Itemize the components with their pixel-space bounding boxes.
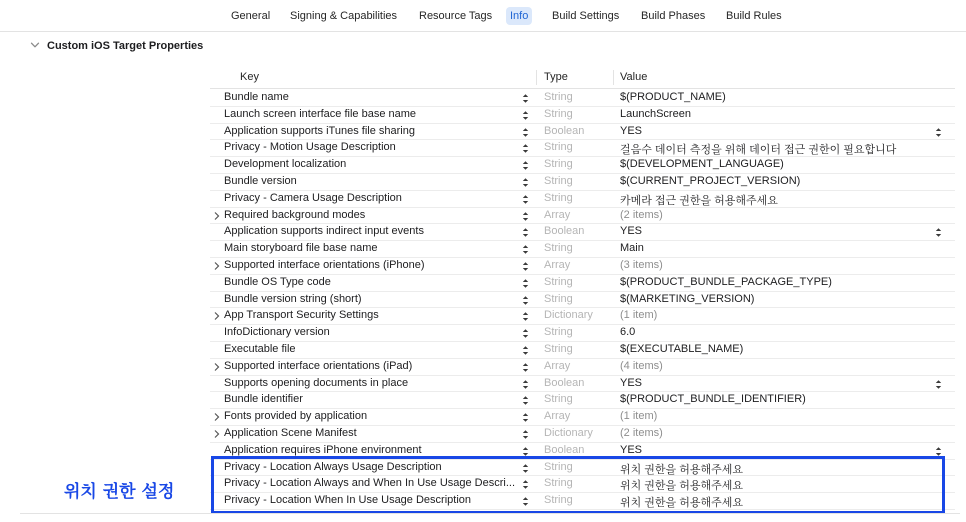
row-type: String — [544, 158, 573, 171]
row-type: Boolean — [544, 225, 585, 238]
tab-signing-capabilities[interactable]: Signing & Capabilities — [290, 10, 398, 22]
row-key[interactable]: Application requires iPhone environment — [224, 443, 422, 456]
chevron-down-icon[interactable] — [30, 40, 40, 50]
row-key[interactable]: Main storyboard file base name — [224, 242, 378, 255]
row-key[interactable]: App Transport Security Settings — [224, 309, 379, 322]
table-row[interactable] — [210, 426, 955, 443]
key-stepper-icon[interactable] — [522, 311, 529, 322]
key-stepper-icon[interactable] — [522, 93, 529, 104]
table-row[interactable] — [210, 493, 955, 510]
row-type: Array — [544, 410, 571, 423]
row-key[interactable]: Fonts provided by application — [224, 410, 368, 423]
row-key[interactable]: Privacy - Location When In Use Usage Description — [224, 494, 471, 507]
row-type: String — [544, 292, 573, 305]
row-value[interactable]: 위치 권한을 허용해주세요 — [620, 480, 743, 493]
table-row[interactable] — [210, 275, 955, 292]
key-stepper-icon[interactable] — [522, 429, 529, 440]
row-value[interactable]: 카메라 접근 권한을 허용해주세요 — [620, 194, 778, 207]
table-row[interactable] — [210, 325, 955, 342]
disclosure-triangle-icon[interactable] — [212, 209, 222, 223]
tab-info[interactable]: Info — [506, 7, 532, 25]
row-value[interactable]: $(PRODUCT_BUNDLE_IDENTIFIER) — [620, 393, 806, 406]
row-key[interactable]: Application supports indirect input events — [224, 225, 424, 238]
row-key[interactable]: Required background modes — [224, 208, 366, 221]
table-row[interactable] — [210, 208, 955, 225]
row-type: Boolean — [544, 124, 585, 137]
key-stepper-icon[interactable] — [522, 211, 529, 222]
table-row[interactable] — [210, 392, 955, 409]
row-key[interactable]: Launch screen interface file base name — [224, 107, 417, 120]
value-stepper-icon[interactable] — [935, 127, 942, 138]
row-value[interactable]: (4 items) — [620, 359, 663, 372]
key-stepper-icon[interactable] — [522, 362, 529, 373]
row-type: String — [544, 91, 573, 103]
row-type: Array — [544, 359, 571, 372]
row-value[interactable]: (1 item) — [620, 410, 658, 423]
row-type: String — [544, 107, 573, 120]
key-stepper-icon[interactable] — [522, 412, 529, 423]
row-type: String — [544, 494, 573, 507]
key-stepper-icon[interactable] — [522, 261, 529, 272]
table-row[interactable] — [210, 460, 955, 477]
column-header-key[interactable]: Key — [240, 71, 259, 83]
row-type: String — [544, 393, 573, 406]
column-divider[interactable] — [536, 70, 537, 85]
row-value[interactable]: $(MARKETING_VERSION) — [620, 292, 755, 305]
row-value[interactable]: YES — [620, 376, 643, 389]
tab-build-phases[interactable]: Build Phases — [641, 10, 706, 22]
row-key[interactable]: InfoDictionary version — [224, 326, 330, 339]
key-stepper-icon[interactable] — [522, 496, 529, 507]
row-value[interactable]: $(PRODUCT_BUNDLE_PACKAGE_TYPE) — [620, 275, 832, 288]
row-key[interactable]: Bundle name — [224, 91, 289, 103]
key-stepper-icon[interactable] — [522, 177, 529, 188]
key-stepper-icon[interactable] — [522, 379, 529, 390]
row-value[interactable]: 걸음수 데이터 측정을 위해 데이터 접근 권한이 필요합니다 — [620, 144, 897, 157]
section-title: Custom iOS Target Properties — [47, 40, 204, 52]
disclosure-triangle-icon[interactable] — [212, 427, 222, 441]
table-row[interactable] — [210, 191, 955, 208]
target-editor-tab-bar — [0, 0, 966, 32]
row-key[interactable]: Supports opening documents in place — [224, 376, 409, 389]
row-value[interactable]: YES — [620, 124, 643, 137]
row-type: Dictionary — [544, 426, 593, 439]
row-value[interactable]: $(EXECUTABLE_NAME) — [620, 342, 744, 355]
key-stepper-icon[interactable] — [522, 446, 529, 457]
section-divider — [20, 513, 960, 514]
row-type: Boolean — [544, 376, 585, 389]
row-type: String — [544, 460, 573, 473]
key-stepper-icon[interactable] — [522, 194, 529, 205]
table-row[interactable] — [210, 174, 955, 191]
key-stepper-icon[interactable] — [522, 328, 529, 339]
disclosure-triangle-icon[interactable] — [212, 309, 222, 323]
key-stepper-icon[interactable] — [522, 278, 529, 289]
key-stepper-icon[interactable] — [522, 479, 529, 490]
row-type: String — [544, 342, 573, 355]
disclosure-triangle-icon[interactable] — [212, 410, 222, 424]
key-stepper-icon[interactable] — [522, 227, 529, 238]
row-key[interactable]: Privacy - Camera Usage Description — [224, 191, 402, 204]
table-row[interactable] — [210, 476, 955, 493]
row-key[interactable]: Executable file — [224, 342, 296, 355]
row-value[interactable]: (3 items) — [620, 258, 663, 271]
key-stepper-icon[interactable] — [522, 295, 529, 306]
row-key[interactable]: Privacy - Location Always Usage Description — [224, 460, 442, 473]
value-stepper-icon[interactable] — [935, 379, 942, 390]
key-stepper-icon[interactable] — [522, 143, 529, 154]
tab-build-settings[interactable]: Build Settings — [552, 10, 620, 22]
table-row[interactable] — [210, 342, 955, 359]
row-value[interactable]: 위치 권한을 허용해주세요 — [620, 497, 743, 510]
section-header-custom-ios-target-properties[interactable] — [0, 36, 966, 58]
table-row[interactable] — [210, 241, 955, 258]
disclosure-triangle-icon[interactable] — [212, 360, 222, 374]
tab-build-rules[interactable]: Build Rules — [726, 10, 782, 22]
column-divider[interactable] — [613, 70, 614, 85]
row-type: Array — [544, 208, 571, 221]
tab-general[interactable]: General — [231, 10, 271, 22]
row-value[interactable]: 위치 권한을 허용해주세요 — [620, 463, 743, 476]
row-key[interactable]: Privacy - Motion Usage Description — [224, 141, 396, 154]
table-row[interactable] — [210, 140, 955, 157]
tab-resource-tags[interactable]: Resource Tags — [419, 10, 493, 22]
row-value[interactable]: (2 items) — [620, 426, 663, 439]
row-value[interactable]: (1 item) — [620, 309, 658, 322]
row-key[interactable]: Application Scene Manifest — [224, 426, 357, 439]
row-value[interactable]: $(DEVELOPMENT_LANGUAGE) — [620, 158, 784, 171]
key-stepper-icon[interactable] — [522, 395, 529, 406]
row-key[interactable]: Development localization — [224, 158, 347, 171]
key-stepper-icon[interactable] — [522, 463, 529, 474]
key-stepper-icon[interactable] — [522, 127, 529, 138]
row-value[interactable]: LaunchScreen — [620, 107, 691, 120]
row-value[interactable]: Main — [620, 242, 644, 255]
row-type: String — [544, 242, 573, 255]
key-stepper-icon[interactable] — [522, 244, 529, 255]
row-key[interactable]: Bundle version — [224, 174, 297, 187]
row-value[interactable]: YES — [620, 225, 643, 238]
key-stepper-icon[interactable] — [522, 110, 529, 121]
table-header — [210, 68, 955, 89]
location-permission-annotation: 위치 권한 설정 — [64, 482, 175, 502]
table-row[interactable] — [210, 157, 955, 174]
row-key[interactable]: Application supports iTunes file sharing — [224, 124, 415, 137]
row-type: String — [544, 191, 573, 204]
column-header-type[interactable]: Type — [544, 71, 568, 83]
value-stepper-icon[interactable] — [935, 446, 942, 457]
table-row[interactable] — [210, 90, 955, 107]
column-header-value[interactable]: Value — [620, 71, 648, 83]
table-row[interactable] — [210, 308, 955, 325]
property-list-rows — [210, 90, 955, 510]
row-type: String — [544, 141, 573, 154]
table-row[interactable] — [210, 376, 955, 393]
row-key[interactable]: Supported interface orientations (iPhone) — [224, 258, 425, 271]
table-row[interactable] — [210, 443, 955, 460]
row-key[interactable]: Privacy - Location Always and When In Use Usage Descri... — [224, 477, 516, 490]
value-stepper-icon[interactable] — [935, 227, 942, 238]
table-row[interactable] — [210, 224, 955, 241]
key-stepper-icon[interactable] — [522, 345, 529, 356]
row-value[interactable]: YES — [620, 443, 643, 456]
row-type: Boolean — [544, 443, 585, 456]
table-row[interactable] — [210, 258, 955, 275]
key-stepper-icon[interactable] — [522, 160, 529, 171]
table-row[interactable] — [210, 124, 955, 141]
row-value[interactable]: (2 items) — [620, 208, 663, 221]
table-row[interactable] — [210, 359, 955, 376]
row-type: String — [544, 326, 573, 339]
row-key[interactable]: Supported interface orientations (iPad) — [224, 359, 413, 372]
row-type: Dictionary — [544, 309, 593, 322]
table-row[interactable] — [210, 409, 955, 426]
row-key[interactable]: Bundle version string (short) — [224, 292, 362, 305]
row-value[interactable]: $(PRODUCT_NAME) — [620, 91, 726, 103]
row-type: String — [544, 275, 573, 288]
row-key[interactable]: Bundle OS Type code — [224, 275, 331, 288]
row-type: Array — [544, 258, 571, 271]
row-type: String — [544, 174, 573, 187]
table-row[interactable] — [210, 292, 955, 309]
row-value[interactable]: $(CURRENT_PROJECT_VERSION) — [620, 174, 801, 187]
table-row[interactable] — [210, 107, 955, 124]
row-value[interactable]: 6.0 — [620, 326, 636, 339]
disclosure-triangle-icon[interactable] — [212, 259, 222, 273]
row-type: String — [544, 477, 573, 490]
row-key[interactable]: Bundle identifier — [224, 393, 303, 406]
